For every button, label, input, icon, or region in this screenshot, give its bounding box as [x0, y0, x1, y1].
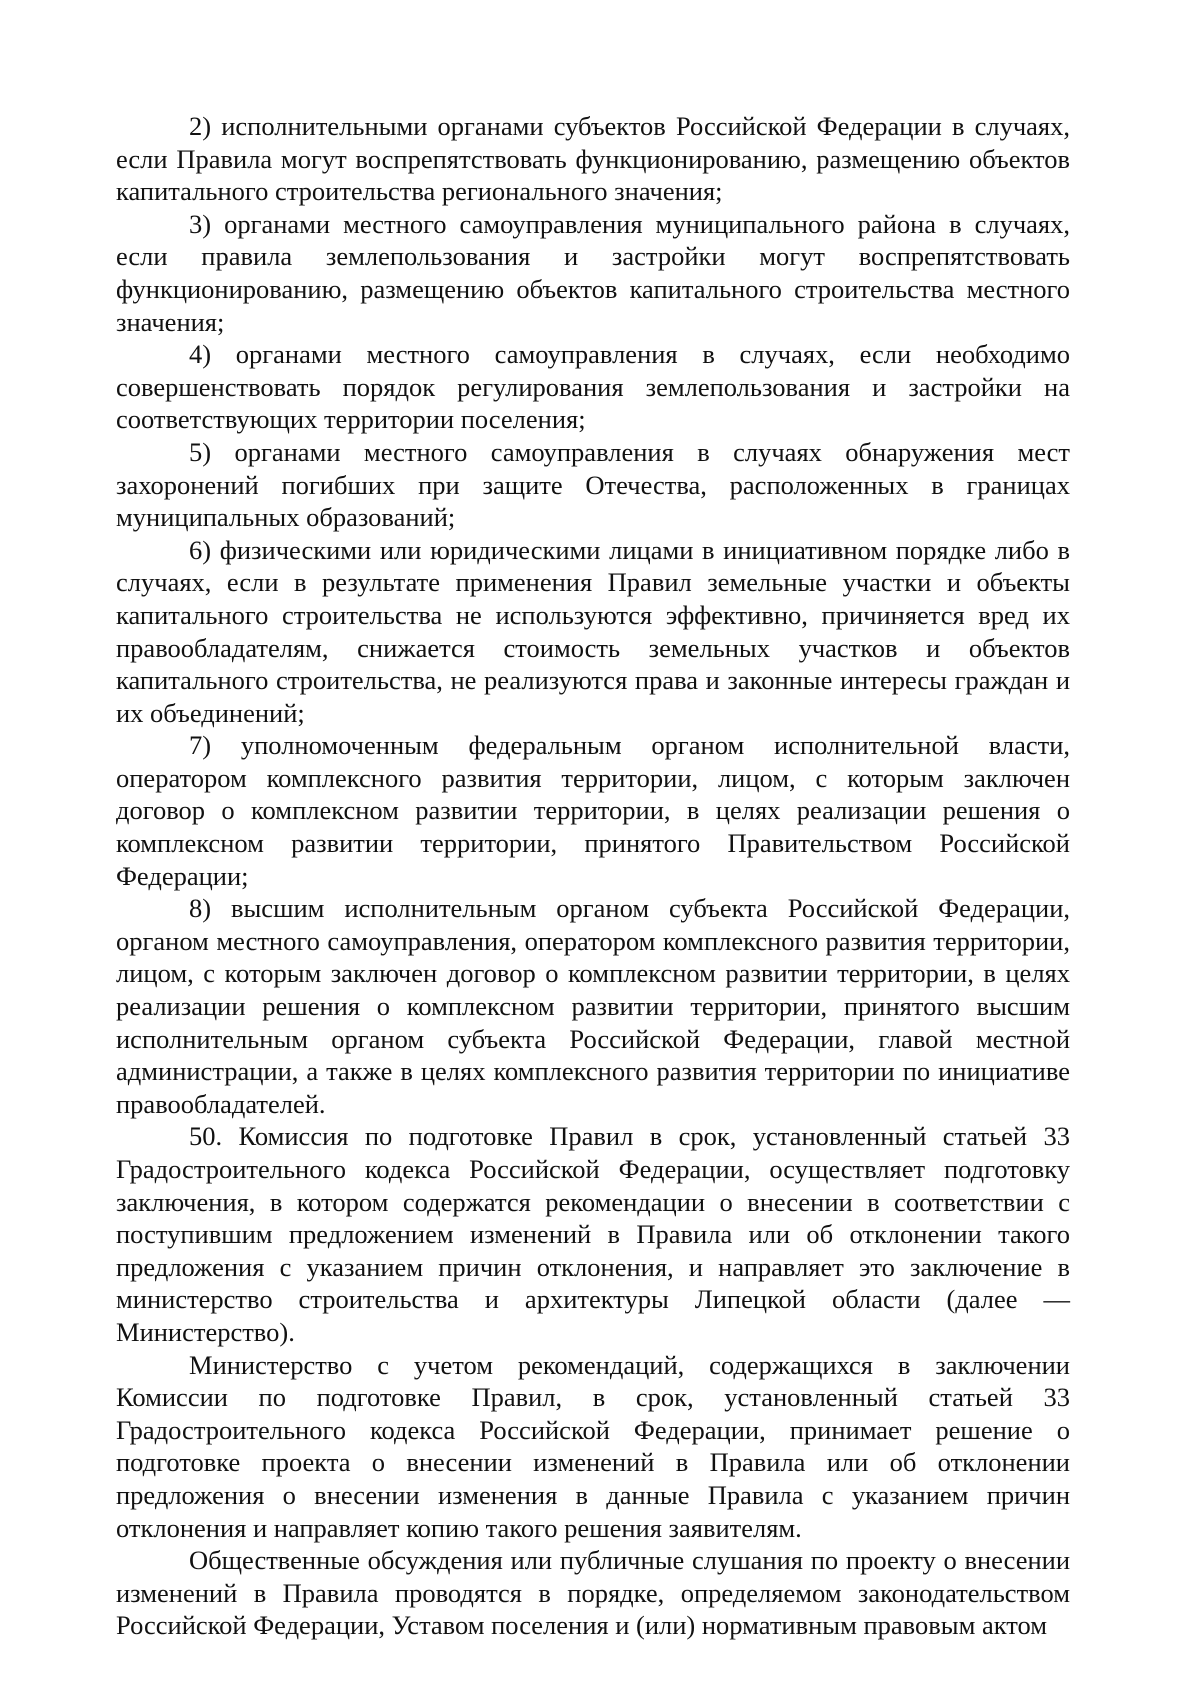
list-item-5: 5) органами местного самоуправления в случаях обнаружения мест захоронений погибших при защите Отечества, расположенных в границах муниципальных образований; [116, 436, 1070, 533]
public-hearings-paragraph: Общественные обсуждения или публичные слушания по проекту о внесении изменений в Правила проводятся в порядке, определяемом законодательством Российской Федерации, Уставом поселения и (или) нормативным правовым актом [116, 1545, 1070, 1641]
ministry-decision-paragraph: Министерство с учетом рекомендаций, содержащихся в заключении Комиссии по подготовке Правил, в срок, установленный статьей 33 Градостроительного кодекса Российской Федерации, принимает решение о подготовке проекта о внесении изменений в Правила или об отклонении предложения о внесении изменения в данные Правила с указанием причин отклонения и направляет копию такого решения заявителям. [116, 1349, 1070, 1543]
clause-50: 50. Комиссия по подготовке Правил в срок, установленный статьей 33 Градостроительного кодекса Российской Федерации, осуществляет подготовку заключения, в котором содержатся рекомендации о внесении в соответствии с поступившим предложением изменений в Правила или об отклонении такого предложения с указанием причин отклонения, и направляет это заключение в министерство строительства и архитектуры Липецкой области (далее — Министерство). [116, 1121, 1070, 1347]
list-item-8: 8) высшим исполнительным органом субъекта Российской Федерации, органом местного самоуправления, оператором комплексного развития территории, лицом, с которым заключен договор о комплексном развитии территории, в целях реализации решения о комплексном развитии территории, принятого высшим исполнительным органом субъекта Российской Федерации, главой местной администрации, а также в целях комплексного развития территории по инициативе правообладателей. [116, 893, 1070, 1119]
document-page [116, 110, 1070, 1642]
list-item-4: 4) органами местного самоуправления в случаях, если необходимо совершенствовать порядок регулирования землепользования и застройки на соответствующих территории поселения; [116, 339, 1070, 435]
list-item-6: 6) физическими или юридическими лицами в инициативном порядке либо в случаях, если в результате применения Правил земельные участки и объекты капитального строительства не используются эффективно, причиняется вред их правообладателям, снижается стоимость земельных участков и объектов капитального строительства, не реализуются права и законные интересы граждан и их объединений; [116, 534, 1070, 728]
list-item-2: 2) исполнительными органами субъектов Российской Федерации в случаях, если Правила могут воспрепятствовать функционированию, размещению объектов капитального строительства регионального значения; [116, 111, 1070, 207]
list-item-3: 3) органами местного самоуправления муниципального района в случаях, если правила землепользования и застройки могут воспрепятствовать функционированию, размещению объектов капитального строительства местного значения; [116, 208, 1070, 337]
list-item-7: 7) уполномоченным федеральным органом исполнительной власти, оператором комплексного развития территории, лицом, с которым заключен договор о комплексном развитии территории, в целях реализации решения о комплексном развитии территории, принятого Правительством Российской Федерации; [116, 730, 1070, 891]
